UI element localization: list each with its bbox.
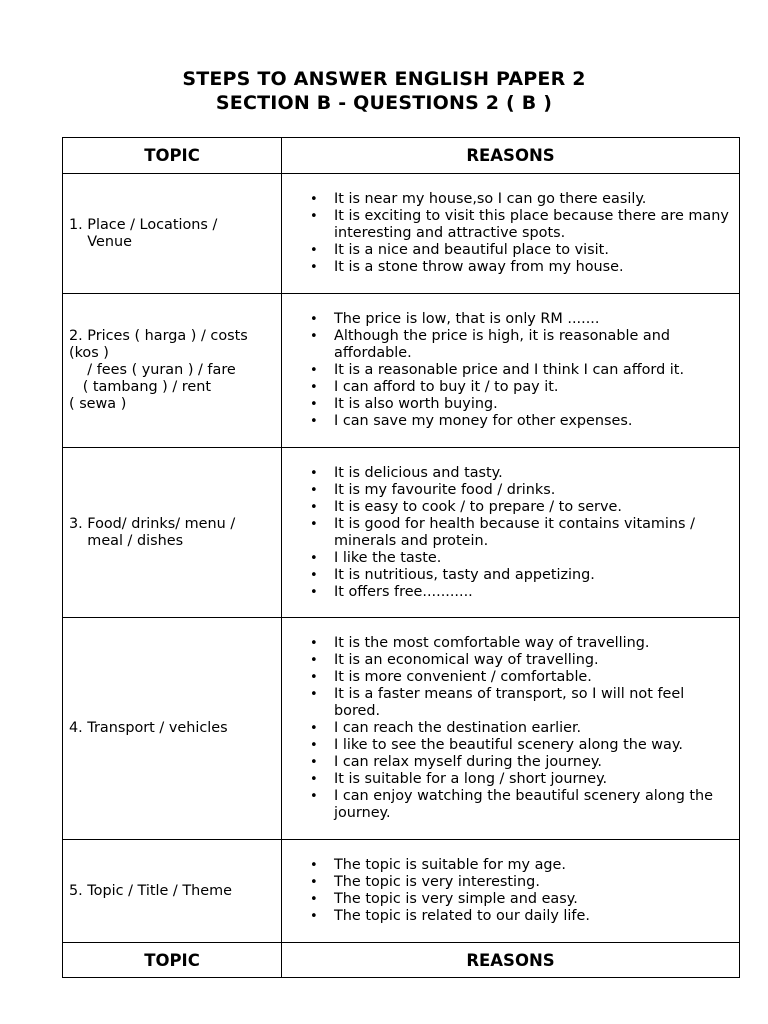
bullet-icon: • xyxy=(310,584,318,600)
reason-item xyxy=(310,242,731,259)
bullet-icon: • xyxy=(310,397,318,412)
reason-text: Although the price is high, it is reasonable and affordable. xyxy=(334,328,670,361)
reason-text: It is a stone throw away from my house. xyxy=(334,259,624,275)
table-row xyxy=(63,448,740,618)
topic-cell xyxy=(63,618,282,840)
topic-label-line: ( tambang ) / rent xyxy=(69,379,212,395)
topic-cell xyxy=(63,294,282,448)
bullet-icon: • xyxy=(310,243,318,258)
reason-item xyxy=(310,413,731,430)
bullet-icon: • xyxy=(310,858,318,873)
topic-label-line: ( sewa ) xyxy=(69,396,127,412)
reason-text: The price is low, that is only RM ....... xyxy=(334,311,600,327)
reason-text: I can reach the destination earlier. xyxy=(334,720,582,736)
bullet-icon: • xyxy=(310,260,318,275)
bullet-icon: • xyxy=(310,414,318,429)
bullet-icon: • xyxy=(310,482,318,498)
bullet-icon: • xyxy=(310,892,318,907)
table-row xyxy=(63,294,740,448)
bullet-icon: • xyxy=(310,567,318,583)
bullet-icon: • xyxy=(310,516,318,532)
reason-text: It is suitable for a long / short journey. xyxy=(334,771,608,787)
reason-text: I can enjoy watching the beautiful scenery along the journey. xyxy=(334,788,714,821)
bullet-icon: • xyxy=(310,687,318,702)
table-footer-row xyxy=(63,943,740,978)
reason-item xyxy=(310,379,731,396)
topic-label-line: Venue xyxy=(69,233,132,250)
reason-item xyxy=(310,191,731,208)
reason-item xyxy=(310,754,731,771)
reason-item xyxy=(310,566,731,584)
reason-item xyxy=(310,481,731,499)
topic-label-line: / fees ( yuran ) / fare xyxy=(69,362,236,378)
topic-cell xyxy=(63,448,282,618)
document-title: STEPS TO ANSWER ENGLISH PAPER 2 xyxy=(182,68,586,90)
reason-text: It is my favourite food / drinks. xyxy=(334,481,556,498)
reason-item xyxy=(310,669,731,686)
topic-label-line: 3. Food/ drinks/ menu / xyxy=(69,515,236,532)
bullet-icon: • xyxy=(310,755,318,770)
reason-item xyxy=(310,857,731,874)
reasons-cell xyxy=(282,448,740,618)
reason-item xyxy=(310,788,731,822)
topic-label-line: meal / dishes xyxy=(69,532,184,549)
bullet-icon: • xyxy=(310,312,318,327)
table-row xyxy=(63,618,740,840)
reason-item xyxy=(310,908,731,925)
reason-item xyxy=(310,362,731,379)
reason-text: It is nutritious, tasty and appetizing. xyxy=(334,566,595,583)
reason-text: It is delicious and tasty. xyxy=(334,464,503,481)
reason-text: It is a nice and beautiful place to visit. xyxy=(334,242,609,258)
topic-label-line: 5. Topic / Title / Theme xyxy=(69,882,232,899)
table-row xyxy=(63,840,740,943)
reason-item xyxy=(310,891,731,908)
reason-text: It is good for health because it contains vitamins / minerals and protein. xyxy=(334,515,695,549)
topic-cell xyxy=(63,174,282,294)
reason-item xyxy=(310,583,731,601)
reason-text: It is near my house,so I can go there easily. xyxy=(334,191,647,207)
reason-item xyxy=(310,328,731,362)
reason-text: I can relax myself during the journey. xyxy=(334,754,602,770)
reasons-list xyxy=(282,191,731,276)
reasons-cell xyxy=(282,618,740,840)
bullet-icon: • xyxy=(310,875,318,890)
reason-item xyxy=(310,208,731,242)
topic-label-line: 1. Place / Locations / xyxy=(69,216,218,233)
topic-label-line: 4. Transport / vehicles xyxy=(69,720,228,736)
reason-text: It is more convenient / comfortable. xyxy=(334,669,592,685)
reason-item xyxy=(310,464,731,482)
bullet-icon: • xyxy=(310,772,318,787)
reason-item xyxy=(310,396,731,413)
bullet-icon: • xyxy=(310,363,318,378)
reasons-list xyxy=(282,635,731,822)
bullet-icon: • xyxy=(310,550,318,566)
reason-item xyxy=(310,259,731,276)
topic-cell xyxy=(63,840,282,943)
reason-item xyxy=(310,311,731,328)
reason-text: It offers free........... xyxy=(334,583,473,600)
reasons-list xyxy=(282,311,731,430)
reasons-cell xyxy=(282,294,740,448)
reason-text: The topic is very simple and easy. xyxy=(334,891,578,907)
topic-label-line: 2. Prices ( harga ) / costs xyxy=(69,328,248,344)
bullet-icon: • xyxy=(310,192,318,207)
reason-item xyxy=(310,515,731,550)
reason-text: I like the taste. xyxy=(334,549,442,566)
reason-item xyxy=(310,635,731,652)
bullet-icon: • xyxy=(310,789,318,804)
footer-topic: TOPIC xyxy=(63,943,282,978)
table-row xyxy=(63,174,740,294)
bullet-icon: • xyxy=(310,909,318,924)
reason-text: It is an economical way of travelling. xyxy=(334,652,599,668)
reason-item xyxy=(310,498,731,516)
header-topic: TOPIC xyxy=(63,138,282,174)
reasons-list xyxy=(282,465,731,601)
bullet-icon: • xyxy=(310,329,318,344)
reason-text: It is exciting to visit this place because there are many interesting and attractive spots. xyxy=(334,208,729,241)
reason-text: I can afford to buy it / to pay it. xyxy=(334,379,559,395)
bullet-icon: • xyxy=(310,465,318,481)
reason-text: I can save my money for other expenses. xyxy=(334,413,633,429)
reason-text: It is easy to cook / to prepare / to serve. xyxy=(334,498,622,515)
reason-text: The topic is related to our daily life. xyxy=(334,908,590,924)
topic-reasons-table xyxy=(62,137,740,978)
bullet-icon: • xyxy=(310,209,318,224)
reason-text: I like to see the beautiful scenery along the way. xyxy=(334,737,683,753)
reason-item xyxy=(310,686,731,720)
reason-text: The topic is suitable for my age. xyxy=(334,857,566,873)
reasons-cell xyxy=(282,174,740,294)
document-subtitle: SECTION B - QUESTIONS 2 ( B ) xyxy=(215,92,553,114)
reasons-cell xyxy=(282,840,740,943)
bullet-icon: • xyxy=(310,670,318,685)
bullet-icon: • xyxy=(310,499,318,515)
bullet-icon: • xyxy=(310,653,318,668)
reason-item xyxy=(310,771,731,788)
reason-item xyxy=(310,874,731,891)
table-header-row xyxy=(63,138,740,174)
reason-text: It is a faster means of transport, so I will not feel bored. xyxy=(334,686,685,719)
reasons-list xyxy=(282,857,731,925)
bullet-icon: • xyxy=(310,636,318,651)
reason-text: It is a reasonable price and I think I can afford it. xyxy=(334,362,685,378)
topic-label-line: (kos ) xyxy=(69,345,109,361)
reason-item xyxy=(310,720,731,737)
reason-text: It is also worth buying. xyxy=(334,396,498,412)
reason-item xyxy=(310,737,731,754)
bullet-icon: • xyxy=(310,380,318,395)
bullet-icon: • xyxy=(310,738,318,753)
reason-item xyxy=(310,652,731,669)
reason-item xyxy=(310,549,731,567)
header-reasons: REASONS xyxy=(282,138,740,174)
bullet-icon: • xyxy=(310,721,318,736)
reason-text: The topic is very interesting. xyxy=(334,874,540,890)
reason-text: It is the most comfortable way of travelling. xyxy=(334,635,650,651)
footer-reasons: REASONS xyxy=(282,943,740,978)
